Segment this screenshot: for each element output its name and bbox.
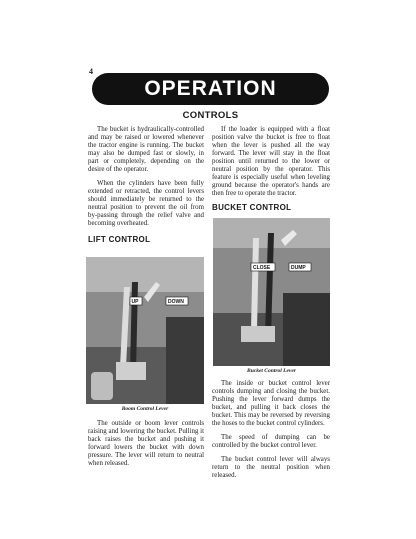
boom-label-down: DOWN [168,299,184,305]
lift-control-heading: LIFT CONTROL [88,235,151,244]
section-title: CONTROLS [182,110,239,121]
page-number: 4 [89,67,93,76]
paragraph: The speed of dumping can be controlled by the bucket control lever. [212,434,330,449]
bucket-label-close: CLOSE [253,265,271,271]
paragraph: The inside or bucket control lever controls dumping and closing the bucket. Pushing the lever forward dumps the bucket, and pulling it back closes the bucket. This may be reversed by reversing the hoses to the bucket control cylinders. [212,380,330,427]
bucket-control-photo [213,218,330,366]
bucket-control-heading: BUCKET CONTROL [212,203,292,212]
paragraph: The bucket control lever will always return to the neutral position when released. [212,456,330,479]
left-column-bottom [88,420,204,474]
paragraph: If the loader is equipped with a float position valve the bucket is free to float when the lever is pushed all the way forward. The lever will stay in the float position until returned to the lower or neutral position by the operator. This feature is especially useful when leveling ground because the operator's hands are then free to operate the tractor. [212,126,330,197]
page-banner [92,73,329,105]
paragraph: The bucket is hydraulically-controlled and may be raised or lowered whenever the tractor engine is running. The bucket may also be dumped fast or slowly, in part or completely, depending on the desire of the operator. [88,126,204,173]
right-column-bottom [212,380,330,486]
boom-label-up: UP [131,299,139,305]
bucket-label-dump: DUMP [291,265,306,271]
paragraph: The outside or boom lever controls raising and lowering the bucket. Pulling it back raises the bucket and pushing it forward lowers the bucket with down pressure. The lever will return to neutral when released. [88,420,204,467]
bucket-photo-caption: Bucket Control Lever [247,368,296,374]
boom-photo-caption: Boom Control Lever [121,406,169,412]
left-column-top [88,126,204,249]
banner-title: OPERATION [144,77,277,100]
paragraph: When the cylinders have been fully extended or retracted, the control levers should immediately be returned to the neutral position to prevent the oil from by-passing through the relief valve and becoming overheated. [88,180,204,227]
right-column-top [212,126,330,217]
boom-control-photo [86,257,204,404]
